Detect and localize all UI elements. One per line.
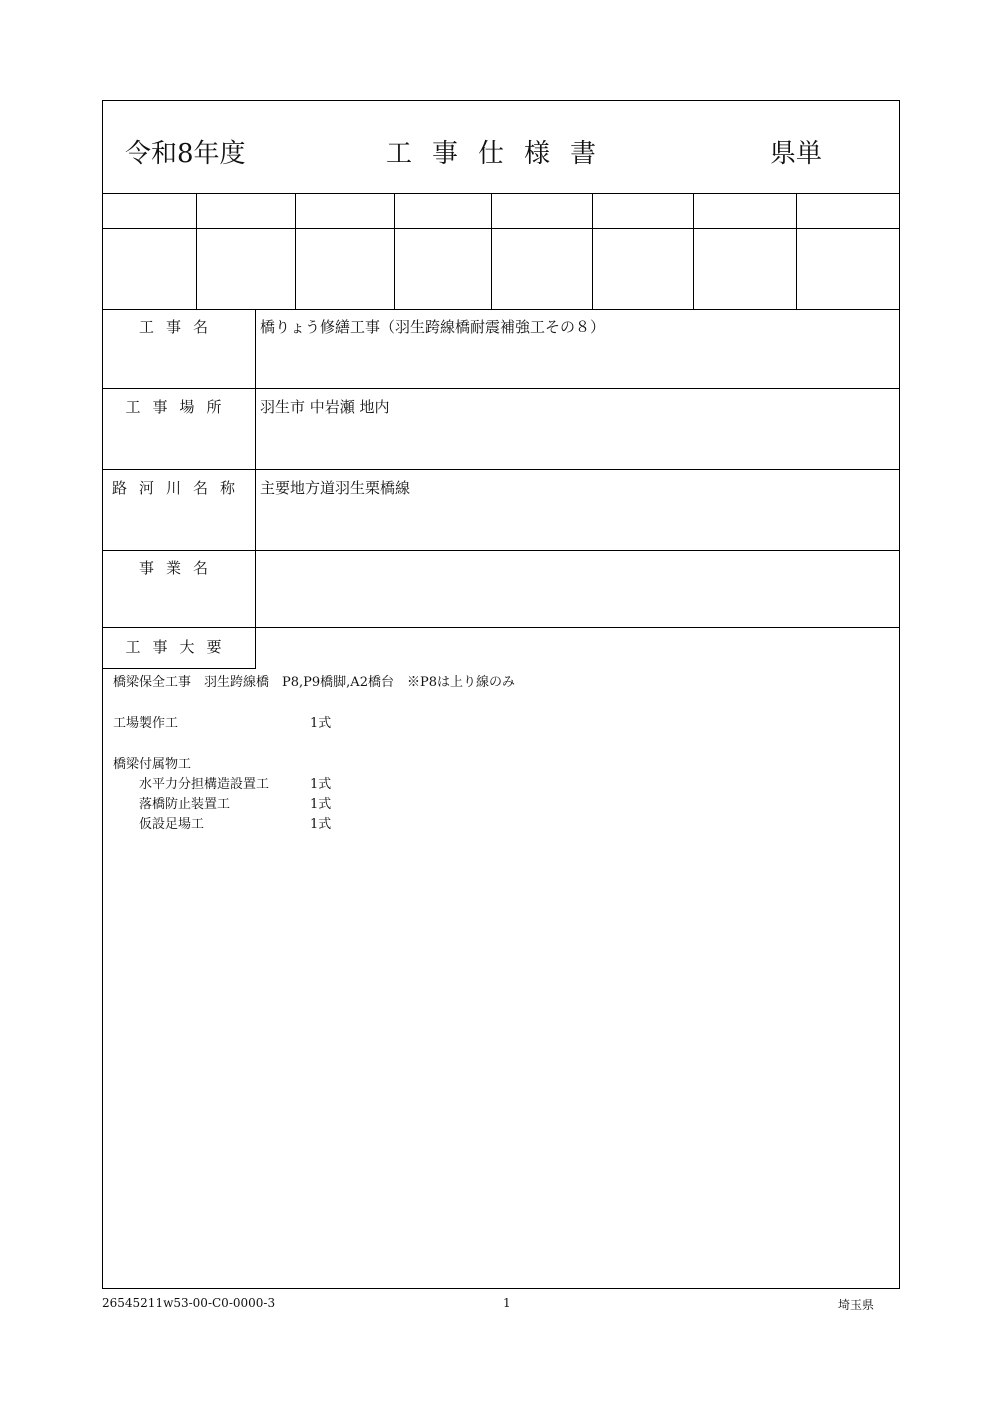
outline-item-qty: 1式 [310, 716, 332, 731]
outline-item-qty: 1式 [310, 817, 332, 832]
project-location-value: 羽生市 中岩瀬 地内 [260, 398, 390, 416]
outline-item-name: 水平力分担構造設置工 [113, 777, 270, 792]
outline-line [113, 813, 332, 832]
outline-line [113, 793, 332, 812]
outline-item-name: 橋梁付属物工 [113, 757, 192, 772]
project-name-label: 工事名 [138, 318, 220, 336]
outline-line [113, 712, 332, 731]
spec-sheet-frame [102, 100, 900, 1289]
outline-item-name: 橋梁保全工事 羽生跨線橋 P8,P9橋脚,A2橋台 ※P8は上り線のみ [113, 675, 515, 690]
grid-col-divider [295, 193, 296, 309]
outline-line [113, 753, 191, 772]
grid-col-divider [394, 193, 395, 309]
grid-col-divider [196, 193, 197, 309]
outline-item-name: 落橋防止装置工 [113, 797, 231, 812]
grid-bottom-line [103, 309, 899, 310]
fiscal-year: 令和8年度 [125, 139, 246, 169]
road-name-value: 主要地方道羽生栗橋線 [260, 479, 411, 497]
outline-item-name: 仮設足場工 [113, 817, 205, 832]
outline-label: 工事大要 [125, 638, 234, 656]
business-name-label: 事業名 [138, 559, 220, 577]
document-title: 工事仕様書 [386, 139, 617, 169]
budget-category: 県単 [770, 139, 823, 169]
road-name-label: 路河川名称 [111, 479, 247, 497]
outline-line [113, 671, 515, 690]
row-divider [103, 388, 899, 389]
grid-col-divider [491, 193, 492, 309]
prefecture-name: 埼玉県 [838, 1298, 875, 1312]
outline-item-qty: 1式 [310, 777, 332, 792]
page-number: 1 [503, 1296, 511, 1310]
grid-top-line [103, 193, 899, 194]
outline-item-qty: 1式 [310, 797, 332, 812]
row-divider [103, 550, 899, 551]
document-code: 26545211w53-00-C0-0000-3 [102, 1296, 276, 1310]
row-divider [103, 627, 899, 628]
outline-label-bottom [103, 668, 256, 669]
grid-col-divider [796, 193, 797, 309]
row-divider [103, 469, 899, 470]
grid-mid-line [103, 228, 899, 229]
project-name-value: 橋りょう修繕工事（羽生跨線橋耐震補強工その８） [260, 318, 606, 336]
outline-line [113, 773, 332, 792]
grid-col-divider [693, 193, 694, 309]
outline-item-name: 工場製作工 [113, 716, 179, 731]
grid-col-divider [592, 193, 593, 309]
project-location-label: 工事場所 [125, 398, 234, 416]
